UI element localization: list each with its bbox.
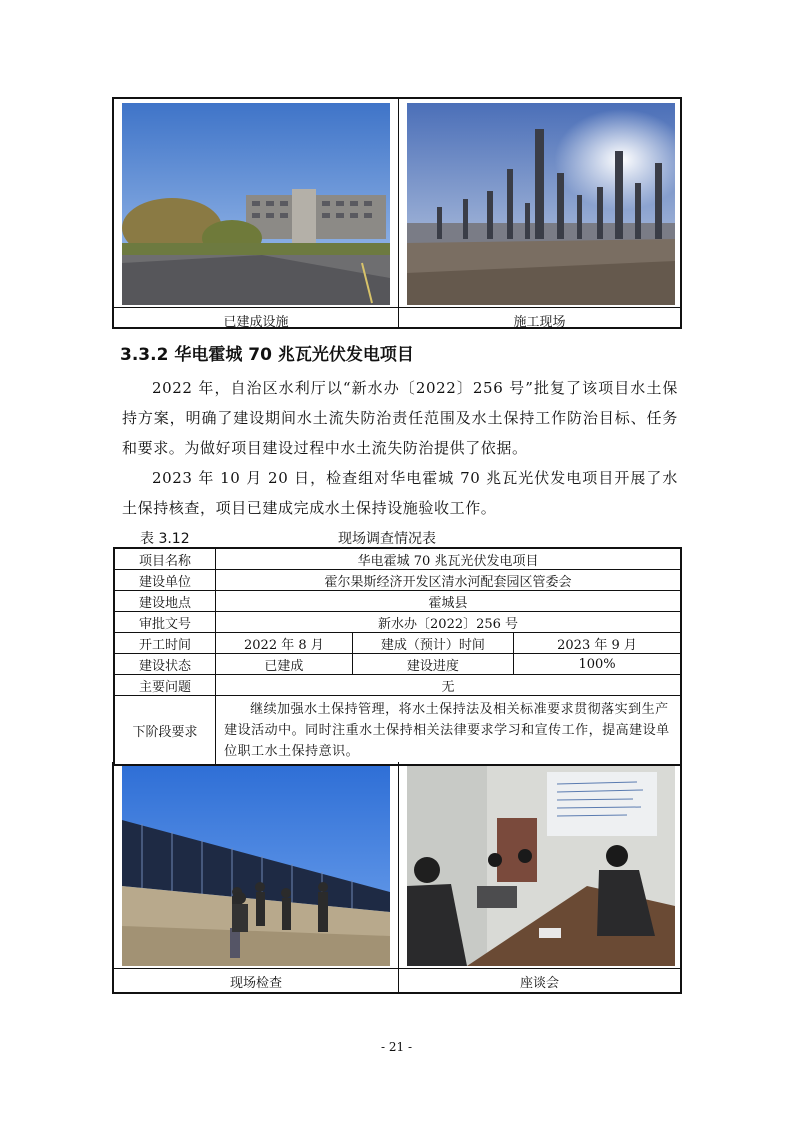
builder-label: 建设单位 [114,570,216,591]
project-name-value: 华电霍城 70 兆瓦光伏发电项目 [216,548,681,570]
survey-table [113,547,682,766]
issues-label: 主要问题 [114,675,216,696]
construction-site-photo [407,103,675,305]
next-stage-value [216,696,681,766]
paragraph-approval-text: 2022 年，自治区水利厅以“新水办〔2022〕256 号”批复了该项目水土保持方案，明确了建设期间水土流失防治责任范围及水土保持工作防治目标、任务和要求。为做好项目建设过程中水土流失防治提供了依据。 [122,379,678,457]
finish-label: 建成（预计）时间 [352,633,513,654]
approval-value: 新水办〔2022〕256 号 [216,612,681,633]
table-title: 现场调查情况表 [338,531,436,547]
paragraph-inspection-text: 2023 年 10 月 20 日，检查组对华电霍城 70 兆瓦光伏发电项目开展了水土保持核查，项目已建成完成水土保持设施验收工作。 [122,469,678,517]
project-name-label: 项目名称 [114,548,216,570]
start-label: 开工时间 [114,633,216,654]
built-facilities-caption: 已建成设施 [223,315,289,330]
issues-value: 无 [216,675,681,696]
next-stage-label: 下阶段要求 [114,696,216,766]
start-value: 2022 年 8 月 [216,633,353,654]
paragraph-inspection [122,463,678,523]
section-heading: 3.3.2 华电霍城 70 兆瓦光伏发电项目 [120,345,414,365]
site-inspection-photo [122,766,390,966]
progress-value: 100% [514,654,681,675]
table-row [114,591,681,612]
builder-value: 霍尔果斯经济开发区清水河配套园区管委会 [216,570,681,591]
status-value: 已建成 [216,654,353,675]
bottom-photo-table [112,762,682,994]
next-stage-text: 继续加强水土保持管理，将水土保持法及相关标准要求贯彻落实到生产建设活动中。同时注重水土保持相关法律要求学习和宣传工作，提高建设单位职工水土保持意识。 [224,701,670,759]
approval-label: 审批文号 [114,612,216,633]
site-label: 建设地点 [114,591,216,612]
table-row [114,696,681,766]
site-value: 霍城县 [216,591,681,612]
table-row [114,675,681,696]
paragraph-approval [122,373,678,463]
site-inspection-caption: 现场检查 [229,976,282,991]
table-number: 表 3.12 [140,531,190,547]
construction-site-caption: 施工现场 [513,315,566,330]
table-row [114,612,681,633]
status-label: 建设状态 [114,654,216,675]
table-row [114,654,681,675]
table-row [114,633,681,654]
table-row [114,548,681,570]
progress-label: 建设进度 [352,654,513,675]
top-photo-table [112,97,682,329]
built-facilities-photo [122,103,390,305]
finish-value: 2023 年 9 月 [514,633,681,654]
meeting-photo [407,766,675,966]
table-row [114,570,681,591]
meeting-caption: 座谈会 [519,976,559,991]
page-number: - 21 - [380,1040,412,1054]
